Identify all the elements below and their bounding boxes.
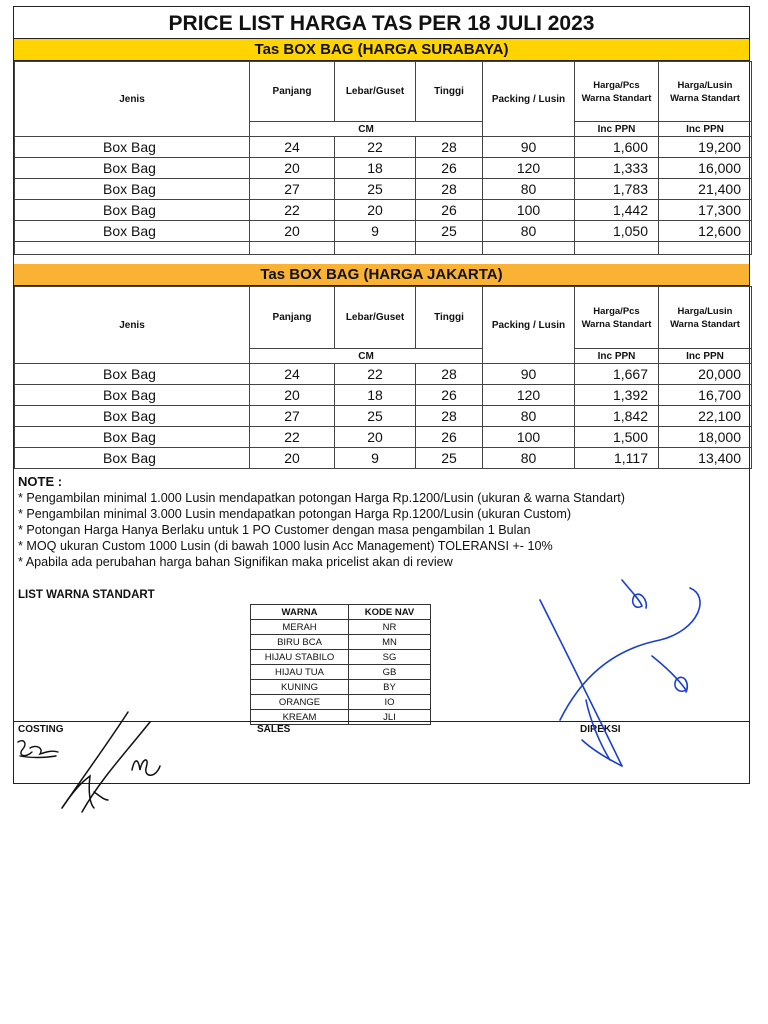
header-harga-lusin: Harga/Lusin Warna Standart bbox=[659, 62, 752, 122]
cell-lebar: 9 bbox=[335, 448, 416, 469]
cell-lebar: 9 bbox=[335, 221, 416, 242]
cell-packing: 120 bbox=[483, 385, 575, 406]
cell-panjang: 22 bbox=[250, 200, 335, 221]
cell-lebar: 22 bbox=[335, 364, 416, 385]
color-code: NR bbox=[349, 620, 431, 635]
color-code: GB bbox=[349, 665, 431, 680]
page-title: PRICE LIST HARGA TAS PER 18 JULI 2023 bbox=[14, 7, 749, 39]
cell-lebar: 25 bbox=[335, 406, 416, 427]
costing-signature bbox=[18, 741, 58, 758]
color-code: IO bbox=[349, 695, 431, 710]
cell-packing: 90 bbox=[483, 137, 575, 158]
header-packing: Packing / Lusin bbox=[483, 287, 575, 364]
color-name: KREAM bbox=[251, 710, 349, 725]
header-panjang: Panjang bbox=[250, 62, 335, 122]
header-inc-ppn: Inc PPN bbox=[659, 349, 752, 364]
header-tinggi: Tinggi bbox=[416, 62, 483, 122]
cell-harga-pcs: 1,842 bbox=[575, 406, 659, 427]
cell-panjang: 27 bbox=[250, 179, 335, 200]
cell-tinggi: 28 bbox=[416, 406, 483, 427]
note-item: * MOQ ukuran Custom 1000 Lusin (di bawah 1000 lusin Acc Management) TOLERANSI +- 10% bbox=[18, 539, 553, 553]
cell-panjang: 24 bbox=[250, 137, 335, 158]
cell-jenis: Box Bag bbox=[15, 364, 250, 385]
header-inc-ppn: Inc PPN bbox=[575, 122, 659, 137]
cell-harga-pcs: 1,117 bbox=[575, 448, 659, 469]
cell-jenis: Box Bag bbox=[15, 179, 250, 200]
color-name: HIJAU TUA bbox=[251, 665, 349, 680]
header-harga-lusin: Harga/Lusin Warna Standart bbox=[659, 287, 752, 349]
cell-panjang: 20 bbox=[250, 448, 335, 469]
cell-harga-pcs: 1,050 bbox=[575, 221, 659, 242]
cell-harga-lusin: 17,300 bbox=[659, 200, 752, 221]
cell-jenis: Box Bag bbox=[15, 448, 250, 469]
cell-lebar: 20 bbox=[335, 200, 416, 221]
cell-tinggi: 26 bbox=[416, 427, 483, 448]
header-jenis: Jenis bbox=[15, 287, 250, 364]
cell-harga-pcs: 1,667 bbox=[575, 364, 659, 385]
cell-harga-pcs: 1,392 bbox=[575, 385, 659, 406]
color-code: MN bbox=[349, 635, 431, 650]
header-unit-cm: CM bbox=[250, 349, 483, 364]
cell-harga-lusin: 18,000 bbox=[659, 427, 752, 448]
cell-tinggi: 28 bbox=[416, 137, 483, 158]
color-header-warna: WARNA bbox=[251, 605, 349, 620]
cell-harga-lusin: 16,700 bbox=[659, 385, 752, 406]
cell-panjang: 22 bbox=[250, 427, 335, 448]
cell-packing: 90 bbox=[483, 364, 575, 385]
header-packing: Packing / Lusin bbox=[483, 62, 575, 137]
color-list-title: LIST WARNA STANDART bbox=[18, 589, 155, 601]
header-lebar: Lebar/Guset bbox=[335, 62, 416, 122]
cell-packing: 80 bbox=[483, 179, 575, 200]
note-item: * Pengambilan minimal 3.000 Lusin mendapatkan potongan Harga Rp.1200/Lusin (ukuran Custom) bbox=[18, 507, 572, 521]
sales-signature bbox=[62, 712, 160, 812]
cell-jenis: Box Bag bbox=[15, 200, 250, 221]
note-item: * Potongan Harga Hanya Berlaku untuk 1 PO Customer dengan masa pengambilan 1 Bulan bbox=[18, 523, 531, 537]
cell-harga-lusin: 19,200 bbox=[659, 137, 752, 158]
cell-lebar: 18 bbox=[335, 385, 416, 406]
cell-packing: 100 bbox=[483, 200, 575, 221]
header-jenis: Jenis bbox=[15, 62, 250, 137]
cell-harga-pcs: 1,442 bbox=[575, 200, 659, 221]
cell-lebar: 22 bbox=[335, 137, 416, 158]
cell-packing: 80 bbox=[483, 406, 575, 427]
cell-panjang: 24 bbox=[250, 364, 335, 385]
section-title-jakarta: Tas BOX BAG (HARGA JAKARTA) bbox=[14, 264, 749, 286]
color-code: SG bbox=[349, 650, 431, 665]
header-unit-cm: CM bbox=[250, 122, 483, 137]
section-title-surabaya: Tas BOX BAG (HARGA SURABAYA) bbox=[14, 39, 749, 61]
direksi-label: DIREKSI bbox=[580, 724, 621, 735]
cell-jenis: Box Bag bbox=[15, 406, 250, 427]
cell-lebar: 18 bbox=[335, 158, 416, 179]
cell-tinggi: 26 bbox=[416, 158, 483, 179]
note-item: * Pengambilan minimal 1.000 Lusin mendapatkan potongan Harga Rp.1200/Lusin (ukuran & warna Standart) bbox=[18, 491, 625, 505]
header-inc-ppn: Inc PPN bbox=[575, 349, 659, 364]
header-tinggi: Tinggi bbox=[416, 287, 483, 349]
cell-tinggi: 26 bbox=[416, 200, 483, 221]
cell-panjang: 27 bbox=[250, 406, 335, 427]
cell-harga-lusin: 12,600 bbox=[659, 221, 752, 242]
cell-harga-lusin: 21,400 bbox=[659, 179, 752, 200]
color-code: BY bbox=[349, 680, 431, 695]
cell-tinggi: 25 bbox=[416, 448, 483, 469]
color-name: HIJAU STABILO bbox=[251, 650, 349, 665]
cell-harga-lusin: 16,000 bbox=[659, 158, 752, 179]
header-harga-pcs: Harga/Pcs Warna Standart bbox=[575, 287, 659, 349]
header-inc-ppn: Inc PPN bbox=[659, 122, 752, 137]
cell-harga-pcs: 1,500 bbox=[575, 427, 659, 448]
sales-label: SALES bbox=[257, 724, 291, 735]
cell-tinggi: 25 bbox=[416, 221, 483, 242]
cell-tinggi: 28 bbox=[416, 179, 483, 200]
cell-jenis: Box Bag bbox=[15, 221, 250, 242]
cell-jenis: Box Bag bbox=[15, 385, 250, 406]
cell-harga-pcs: 1,783 bbox=[575, 179, 659, 200]
color-header-kode: KODE NAV bbox=[349, 605, 431, 620]
cell-panjang: 20 bbox=[250, 385, 335, 406]
direksi-signature bbox=[540, 580, 700, 766]
notes-title: NOTE : bbox=[18, 474, 63, 489]
cell-packing: 100 bbox=[483, 427, 575, 448]
cell-harga-lusin: 22,100 bbox=[659, 406, 752, 427]
cell-harga-lusin: 20,000 bbox=[659, 364, 752, 385]
cell-panjang: 20 bbox=[250, 158, 335, 179]
cell-packing: 120 bbox=[483, 158, 575, 179]
cell-packing: 80 bbox=[483, 221, 575, 242]
header-lebar: Lebar/Guset bbox=[335, 287, 416, 349]
cell-jenis: Box Bag bbox=[15, 158, 250, 179]
cell-lebar: 25 bbox=[335, 179, 416, 200]
color-name: BIRU BCA bbox=[251, 635, 349, 650]
cell-lebar: 20 bbox=[335, 427, 416, 448]
color-code: JLI bbox=[349, 710, 431, 725]
cell-jenis: Box Bag bbox=[15, 427, 250, 448]
cell-tinggi: 26 bbox=[416, 385, 483, 406]
cell-panjang: 20 bbox=[250, 221, 335, 242]
header-panjang: Panjang bbox=[250, 287, 335, 349]
color-name: MERAH bbox=[251, 620, 349, 635]
cell-harga-pcs: 1,333 bbox=[575, 158, 659, 179]
cell-packing: 80 bbox=[483, 448, 575, 469]
costing-label: COSTING bbox=[18, 724, 64, 735]
cell-jenis: Box Bag bbox=[15, 137, 250, 158]
note-item: * Apabila ada perubahan harga bahan Signifikan maka pricelist akan di review bbox=[18, 555, 453, 569]
cell-harga-lusin: 13,400 bbox=[659, 448, 752, 469]
header-harga-pcs: Harga/Pcs Warna Standart bbox=[575, 62, 659, 122]
color-name: KUNING bbox=[251, 680, 349, 695]
color-name: ORANGE bbox=[251, 695, 349, 710]
cell-tinggi: 28 bbox=[416, 364, 483, 385]
cell-harga-pcs: 1,600 bbox=[575, 137, 659, 158]
